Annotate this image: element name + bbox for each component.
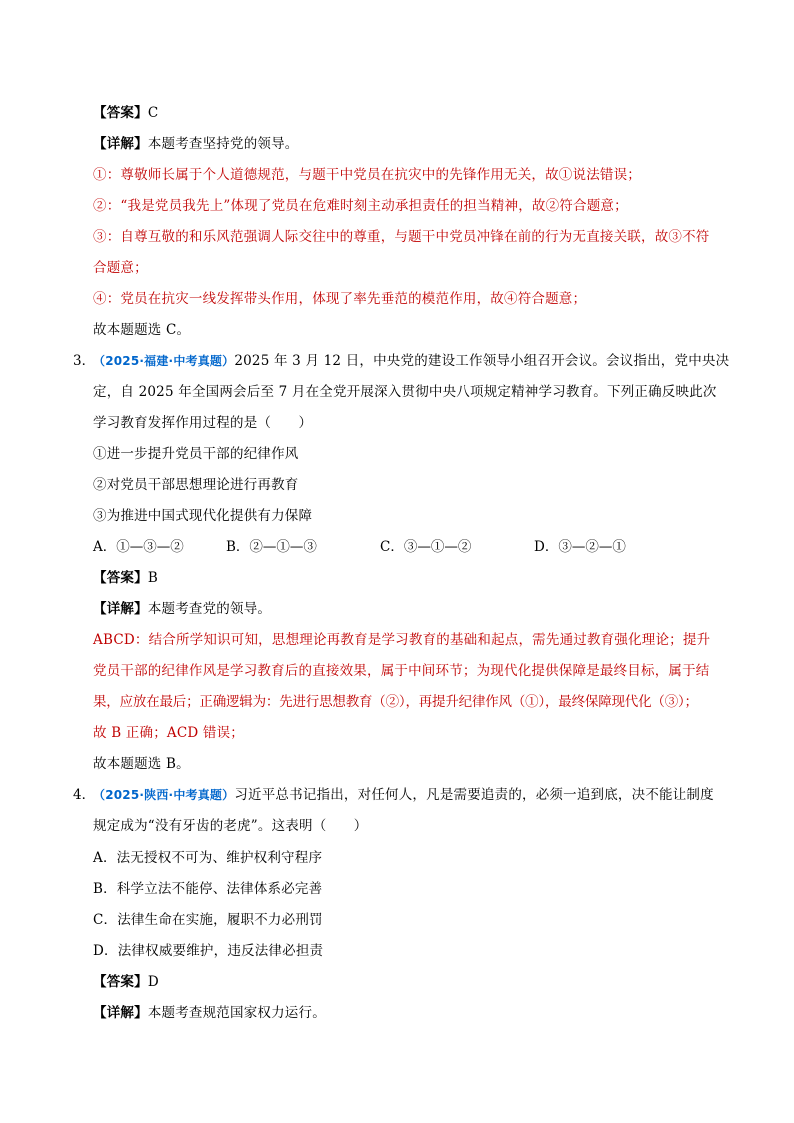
detail-text: 本题考查规范国家权力运行。 xyxy=(147,1005,326,1021)
answer-value: D xyxy=(147,974,159,990)
q3-number: 3． xyxy=(73,353,96,369)
q3-stem-line: 学习教育发挥作用过程的是（ ） xyxy=(93,415,313,431)
q3-item: ①进一步提升党员干部的纪律作风 xyxy=(93,446,299,462)
q2-explain-line: ①：尊敬师长属于个人道德规范，与题干中党员在抗灾中的先锋作用无关，故①说法错误； xyxy=(93,167,641,183)
q3-explain-line: 果，应放在最后；正确逻辑为：先进行思想教育（②），再提升纪律作风（①），最终保障现代化（③）； xyxy=(93,694,698,710)
q4-option-a: A．法无授权不可为、维护权利守程序 xyxy=(93,850,323,866)
detail-tag: 【详解】 xyxy=(93,601,148,617)
answer-value: B xyxy=(147,570,158,586)
q4-option-b: B．科学立法不能停、法律体系必完善 xyxy=(93,881,323,897)
q3-source: （2025·福建·中考真题） xyxy=(93,354,235,368)
q4-detail xyxy=(93,1003,326,1023)
q2-answer xyxy=(93,103,158,123)
detail-tag: 【详解】 xyxy=(93,136,148,152)
q3-conclusion: 故本题题选 B。 xyxy=(93,756,190,772)
q2-explain-line: ③：自尊互敬的和乐风范强调人际交往中的尊重，与题干中党员冲锋在前的行为无直接关联，故③不符 xyxy=(93,229,710,245)
q3-option-b: B．②—①—③ xyxy=(226,539,317,555)
q4-stem-line xyxy=(93,785,714,805)
q3-option-c: C．③—①—② xyxy=(380,539,472,555)
q2-explain-line: ②：“我是党员我先上”体现了党员在危难时刻主动承担责任的担当精神，故②符合题意； xyxy=(93,198,628,214)
answer-value: C xyxy=(147,105,159,121)
q3-item: ②对党员干部思想理论进行再教育 xyxy=(93,477,299,493)
q2-explain-line: ④：党员在抗灾一线发挥带头作用，体现了率先垂范的模范作用，故④符合题意； xyxy=(93,291,587,307)
q3-answer xyxy=(93,568,158,588)
q3-item: ③为推进中国式现代化提供有力保障 xyxy=(93,508,313,524)
q4-number: 4． xyxy=(73,787,96,803)
q4-stem-text: 习近平总书记指出，对任何人，凡是需要追责的，必须一追到底，决不能让制度 xyxy=(234,787,714,803)
q4-stem-line: 规定成为“没有牙齿的老虎”。这表明（ ） xyxy=(93,818,368,834)
answer-tag: 【答案】 xyxy=(93,974,148,990)
q4-option-c: C．法律生命在实施，履职不力必刑罚 xyxy=(93,912,323,928)
q4-answer xyxy=(93,972,159,992)
q3-stem-line: 定，自 2025 年全国两会后至 7 月在全党开展深入贯彻中央八项规定精神学习教育。下列正确反映此次 xyxy=(93,384,717,400)
detail-text: 本题考查党的领导。 xyxy=(147,601,272,617)
q3-option-d: D．③—②—① xyxy=(534,539,626,555)
q3-detail xyxy=(93,599,271,619)
q3-option-a: A．①—③—② xyxy=(93,539,184,555)
detail-tag: 【详解】 xyxy=(93,1005,148,1021)
answer-tag: 【答案】 xyxy=(93,105,148,121)
q3-explain-line: 党员干部的纪律作风是学习教育后的直接效果，属于中间环节；为现代化提供保障是最终目标，属于结 xyxy=(93,663,710,679)
answer-tag: 【答案】 xyxy=(93,570,148,586)
q3-stem-line xyxy=(93,351,729,371)
q3-explain-line: ABCD：结合所学知识可知，思想理论再教育是学习教育的基础和起点，需先通过教育强化理论；提升 xyxy=(93,632,711,648)
q2-conclusion: 故本题题选 C。 xyxy=(93,322,191,338)
q3-explain-line: 故 B 正确；ACD 错误； xyxy=(93,725,244,741)
q2-detail xyxy=(93,134,299,154)
q4-option-d: D．法律权威要维护，违反法律必担责 xyxy=(93,943,324,959)
q4-source: （2025·陕西·中考真题） xyxy=(93,788,235,802)
q2-explain-line: 合题意； xyxy=(93,260,148,276)
detail-text: 本题考查坚持党的领导。 xyxy=(147,136,299,152)
q3-stem-text: 2025 年 3 月 12 日，中央党的建设工作领导小组召开会议。会议指出，党中央决 xyxy=(234,353,730,369)
